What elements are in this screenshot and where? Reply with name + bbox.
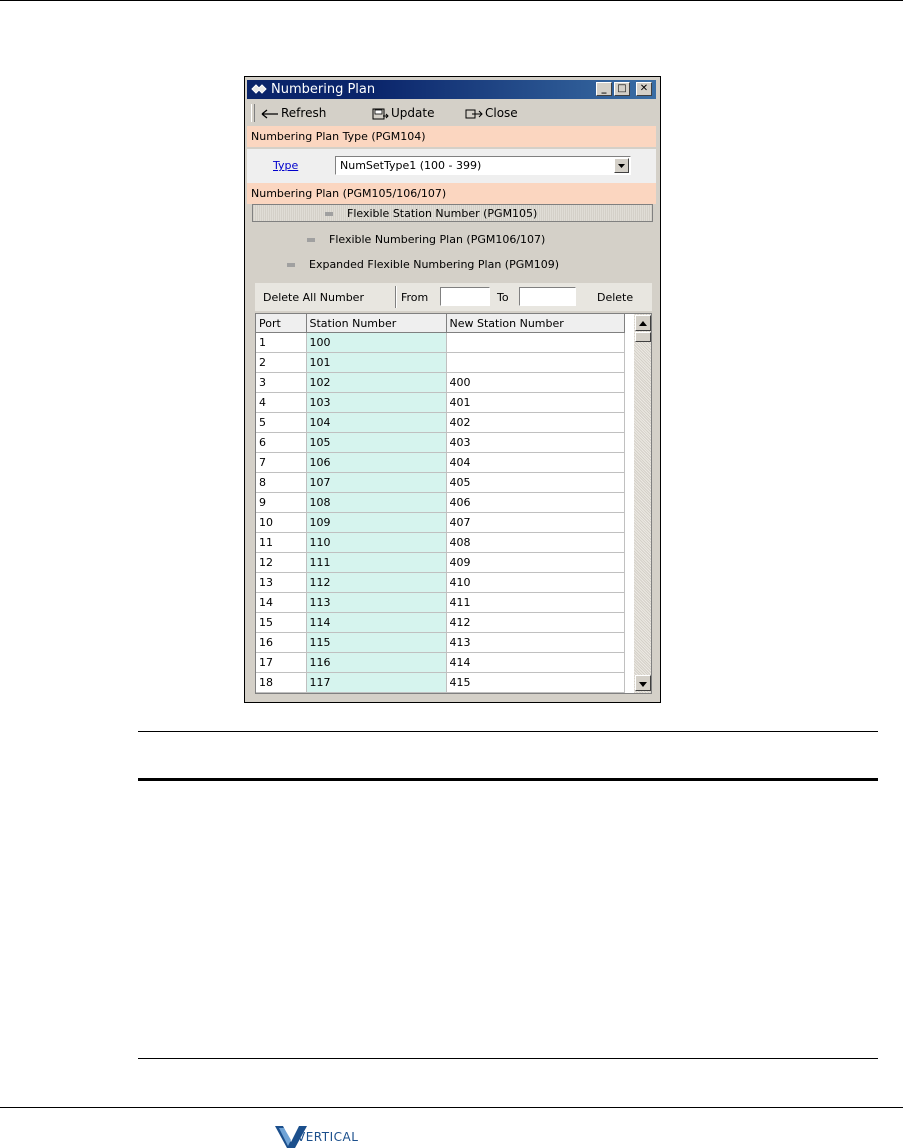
port-cell: 12 xyxy=(256,553,306,573)
logo-text: VERTICAL xyxy=(297,1130,359,1144)
port-cell: 1 xyxy=(256,333,306,353)
new-station-number-cell[interactable]: 404 xyxy=(446,453,624,473)
port-cell: 10 xyxy=(256,513,306,533)
option-flexible-station-number[interactable] xyxy=(252,204,653,222)
station-number-cell: 109 xyxy=(306,513,446,533)
delete-bar xyxy=(255,283,652,311)
option-flexible-numbering-plan[interactable] xyxy=(307,231,545,249)
type-select-value: NumSetType1 (100 - 399) xyxy=(340,159,482,172)
from-label: From xyxy=(401,291,429,304)
footer-rule xyxy=(0,1107,903,1108)
port-cell: 7 xyxy=(256,453,306,473)
rule-bottom xyxy=(138,1058,878,1059)
new-station-number-cell[interactable]: 414 xyxy=(446,653,624,673)
option-expanded-flexible-numbering-plan[interactable] xyxy=(287,256,559,274)
table-row[interactable] xyxy=(256,533,624,553)
station-number-cell: 100 xyxy=(306,333,446,353)
maximize-button[interactable]: □ xyxy=(614,82,630,96)
table-row[interactable] xyxy=(256,393,624,413)
type-dropdown-button[interactable] xyxy=(614,158,629,173)
port-cell: 11 xyxy=(256,533,306,553)
station-number-cell: 102 xyxy=(306,373,446,393)
type-row xyxy=(247,149,656,183)
table-row[interactable] xyxy=(256,573,624,593)
table-row[interactable] xyxy=(256,333,624,353)
update-icon xyxy=(371,107,389,121)
option-dot-icon xyxy=(307,238,315,242)
table-row[interactable] xyxy=(256,633,624,653)
station-number-cell: 116 xyxy=(306,653,446,673)
chevron-down-icon xyxy=(615,159,628,172)
port-cell: 13 xyxy=(256,573,306,593)
station-number-cell: 111 xyxy=(306,553,446,573)
port-cell: 4 xyxy=(256,393,306,413)
port-cell: 18 xyxy=(256,673,306,693)
numbering-plan-window xyxy=(244,76,661,703)
port-cell: 3 xyxy=(256,373,306,393)
table-row[interactable] xyxy=(256,673,624,693)
new-station-number-cell[interactable]: 407 xyxy=(446,513,624,533)
new-station-number-cell[interactable]: 406 xyxy=(446,493,624,513)
new-station-number-cell[interactable]: 410 xyxy=(446,573,624,593)
port-cell: 15 xyxy=(256,613,306,633)
new-station-number-cell[interactable]: 415 xyxy=(446,673,624,693)
column-header-port[interactable]: Port xyxy=(256,314,306,333)
type-link[interactable]: Type xyxy=(273,159,299,172)
delete-all-number-button[interactable]: Delete All Number xyxy=(263,291,364,304)
port-cell: 5 xyxy=(256,413,306,433)
new-station-number-cell[interactable]: 401 xyxy=(446,393,624,413)
scroll-down-button[interactable] xyxy=(635,675,651,691)
table-row[interactable] xyxy=(256,493,624,513)
close-window-button[interactable]: ✕ xyxy=(636,82,652,96)
table-row[interactable] xyxy=(256,433,624,453)
new-station-number-cell[interactable]: 409 xyxy=(446,553,624,573)
refresh-icon xyxy=(261,109,279,119)
station-number-cell: 103 xyxy=(306,393,446,413)
table-row[interactable] xyxy=(256,453,624,473)
new-station-number-cell[interactable]: 413 xyxy=(446,633,624,653)
from-input[interactable] xyxy=(440,287,490,306)
toolbar xyxy=(247,102,656,124)
table-row[interactable] xyxy=(256,553,624,573)
station-table xyxy=(255,313,652,694)
station-table-grid xyxy=(256,314,625,693)
option-dot-icon xyxy=(325,212,333,216)
title-bar[interactable] xyxy=(247,80,656,99)
app-icon xyxy=(251,83,267,96)
station-number-cell: 108 xyxy=(306,493,446,513)
arrow-down-icon xyxy=(636,677,650,691)
station-number-cell: 105 xyxy=(306,433,446,453)
table-row[interactable] xyxy=(256,513,624,533)
station-number-cell: 101 xyxy=(306,353,446,373)
new-station-number-cell[interactable] xyxy=(446,333,624,353)
station-number-cell: 110 xyxy=(306,533,446,553)
section-type-header: Numbering Plan Type (PGM104) xyxy=(247,126,656,147)
update-label: Update xyxy=(391,106,435,120)
close-icon xyxy=(465,108,483,120)
port-cell: 14 xyxy=(256,593,306,613)
to-input[interactable] xyxy=(519,287,576,306)
port-cell: 9 xyxy=(256,493,306,513)
top-rule xyxy=(0,0,903,1)
refresh-button[interactable] xyxy=(261,105,326,121)
rule-thin xyxy=(138,731,878,732)
to-label: To xyxy=(497,291,509,304)
new-station-number-cell[interactable] xyxy=(446,353,624,373)
port-cell: 17 xyxy=(256,653,306,673)
table-row[interactable] xyxy=(256,593,624,613)
station-number-cell: 104 xyxy=(306,413,446,433)
port-cell: 8 xyxy=(256,473,306,493)
arrow-up-icon xyxy=(636,317,650,331)
update-button[interactable] xyxy=(371,105,434,121)
option-dot-icon xyxy=(287,263,295,267)
toolbar-grip xyxy=(251,104,255,122)
rule-thick xyxy=(138,778,878,781)
type-select[interactable] xyxy=(335,156,631,175)
delete-bar-divider xyxy=(395,286,397,308)
station-number-cell: 106 xyxy=(306,453,446,473)
scroll-up-button[interactable] xyxy=(635,315,651,331)
delete-button[interactable]: Delete xyxy=(597,291,634,304)
station-number-cell: 112 xyxy=(306,573,446,593)
new-station-number-cell[interactable]: 403 xyxy=(446,433,624,453)
vertical-scrollbar[interactable] xyxy=(634,314,652,693)
refresh-label: Refresh xyxy=(281,106,327,120)
table-row[interactable] xyxy=(256,353,624,373)
close-label: Close xyxy=(485,106,518,120)
column-header-station-number[interactable]: Station Number xyxy=(306,314,446,333)
station-number-cell: 114 xyxy=(306,613,446,633)
port-cell: 2 xyxy=(256,353,306,373)
table-row[interactable] xyxy=(256,653,624,673)
section-plan-header: Numbering Plan (PGM105/106/107) xyxy=(247,183,656,204)
column-header-new-station-number[interactable]: New Station Number xyxy=(446,314,624,333)
window-title: Numbering Plan xyxy=(271,82,376,97)
scroll-thumb[interactable] xyxy=(635,332,651,342)
table-row[interactable] xyxy=(256,613,624,633)
new-station-number-cell[interactable]: 412 xyxy=(446,613,624,633)
option-label: Expanded Flexible Numbering Plan (PGM109) xyxy=(309,258,560,271)
minimize-button[interactable]: _ xyxy=(596,82,612,96)
port-cell: 16 xyxy=(256,633,306,653)
port-cell: 6 xyxy=(256,433,306,453)
close-button[interactable] xyxy=(465,105,518,121)
option-label: Flexible Numbering Plan (PGM106/107) xyxy=(329,233,546,246)
station-number-cell: 113 xyxy=(306,593,446,613)
new-station-number-cell[interactable]: 405 xyxy=(446,473,624,493)
new-station-number-cell[interactable]: 408 xyxy=(446,533,624,553)
table-header-row xyxy=(256,314,624,333)
station-number-cell: 117 xyxy=(306,673,446,693)
table-row[interactable] xyxy=(256,473,624,493)
option-label: Flexible Station Number (PGM105) xyxy=(347,207,538,220)
new-station-number-cell[interactable]: 400 xyxy=(446,373,624,393)
table-row[interactable] xyxy=(256,413,624,433)
new-station-number-cell[interactable]: 402 xyxy=(446,413,624,433)
new-station-number-cell[interactable]: 411 xyxy=(446,593,624,613)
station-number-cell: 107 xyxy=(306,473,446,493)
station-number-cell: 115 xyxy=(306,633,446,653)
table-row[interactable] xyxy=(256,373,624,393)
